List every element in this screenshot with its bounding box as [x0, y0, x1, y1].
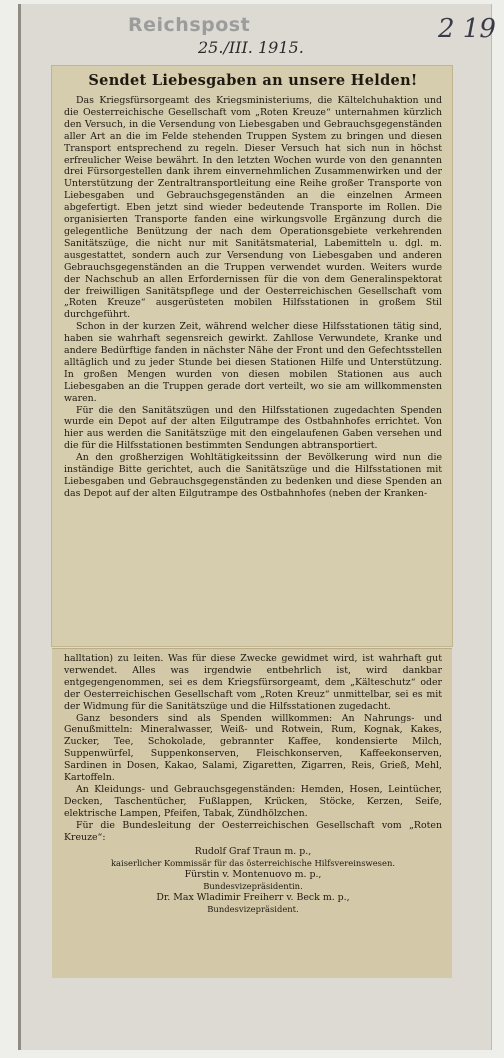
article-paragraph: Für die Bundesleitung der Oesterreichischen Gesellschaft vom „Roten Kreuze“:: [64, 819, 442, 843]
article-paragraph: Für die den Sanitätszügen und den Hilfsstationen zugedachten Spenden wurde ein Depot auf der alten Eilgutrampe des Ostbahnhofes errichtet. Von hier aus werden die Sanitätszüge mit den eingelaufenen Gaben versehen und die für die Hilfsstationen bestimmten Sendungen abtransportiert.: [64, 404, 442, 452]
article-paragraph: Das Kriegsfürsorgeamt des Kriegsministeriums, die Kältelchuhaktion und die Oesterreichische Gesellschaft vom „Roten Kreuze“ unternahmen kürzlich den Versuch, in die Versendung von Liebesgaben und Gebrauchsgegenständen aller Art an die im Felde stehenden Truppen System zu bringen und diesen Transport entsprechend zu regeln. Dieser Versuch hat sich nun in höchst erfreulicher Weise bewährt. In den letzten Wochen wurde von den genannten drei Fürsorgestellen dank ihrem einvernehmlichen Zusammenwirken und der Unterstützung der Zentraltransportleitung eine Reihe großer Transporte von Liebesgaben und Gebrauchsgegenständen an die einzelnen Armeen abgefertigt. Eben jetzt sind wieder bedeutende Transporte im Rollen. Die organisierten Transporte fanden eine wirkungsvolle Ergänzung durch die gelegentliche Benützung der nach dem Operationsgebiete verkehrenden Sanitätszüge, die nicht nur mit Sanitätsmaterial, Labemitteln u. dgl. m. ausgestattet, sondern auch zur Versendung von Liebesgaben und anderen Gebrauchsgegenständen an die Truppen verwendet wurden. Weiters wurde der Nachschub an allen Erfordernissen für die von dem Generalinspektorat der freiwilligen Sanitätspflege und der Oesterreichischen Gesellschaft vom „Roten Kreuze“ ausgerüsteten mobilen Hilfsstationen in großem Stil durchgeführt.: [64, 95, 442, 321]
signature-role: kaiserlicher Kommissär für das österreichische Hilfsvereinswesen.: [110, 857, 395, 868]
signature-role: Bundesvizepräsident.: [207, 903, 299, 914]
article-paragraph: Ganz besonders sind als Spenden willkommen: An Nahrungs- und Genußmitteln: Mineralwasser, Weiß- und Rotwein, Rum, Kognak, Kakes, Zucker, Tee, Schokolade, gebrannter Kaffee, kondensierte Milch, Suppenwürfel, Suppenkonserven, Fleischkonserven, Kaffeekonserven, Sardinen in Dosen, Kakao, Salami, Zigaretten, Zigarren, Reis, Grieß, Mehl, Kartoffeln.: [64, 712, 442, 784]
article-title: Sendet Liebesgaben an unsere Helden!: [88, 72, 418, 89]
signature-name: Rudolf Graf Traun m. p.,: [194, 845, 312, 857]
signature-name: Dr. Max Wladimir Freiherr v. Beck m. p.,: [156, 891, 350, 903]
article-paragraph: Schon in der kurzen Zeit, während welcher diese Hilfsstationen tätig sind, haben sie wahrhaft segensreich gewirkt. Zahllose Verwundete, Kranke und andere Bedürftige fanden in nächster Nähe der Front und den Gefechtsstellen alltäglich und zu jeder Stunde bei diesen Stationen Hilfe und Unterstützung. In großen Mengen wurden von diesen mobilen Stationen aus auch Liebesgaben an die Truppen gerade dort verteilt, wo sie am willkommensten waren.: [64, 321, 442, 404]
newspaper-stamp: Reichspost: [128, 14, 251, 36]
clipping-upper-part: [52, 66, 452, 646]
signature-name: Fürstin v. Montenuovo m. p.,: [184, 868, 322, 880]
signature-block: [64, 846, 442, 915]
article-paragraph: An Kleidungs- und Gebrauchsgegenständen: Hemden, Hosen, Leintücher, Decken, Taschentücher, Fußlappen, Krücken, Stöcke, Kerzen, Seife, elektrische Lampen, Pfeifen, Tabak, Zündhölzchen.: [64, 783, 442, 819]
signature-role: Bundesvizepräsidentin.: [203, 880, 303, 891]
clipping-lower-part: [52, 648, 452, 978]
article-paragraph: halltation) zu leiten. Was für diese Zwecke gewidmet wird, ist wahrhaft gut verwendet. Alles was irgendwie entbehrlich ist, wird dankbar entgegengenommen, sei es dem Kriegsfürsorgeamt, dem „Kälteschutz“ oder der Oesterreichischen Gesellschaft vom „Roten Kreuz“ unmittelbar, sei es mit der Widmung für die Sanitätszüge und die Hilfsstationen zugedacht.: [64, 653, 442, 712]
article-paragraph: An den großherzigen Wohltätigkeitssinn der Bevölkerung wird nun die inständige Bitte gerichtet, auch die Sanitätszüge und die Hilfsstationen mit Liebesgaben und Gebrauchsgegenständen zu bedenken und diese Spenden an das Depot auf der alten Eilgutrampe des Ostbahnhofes (neben der Kranken-: [64, 452, 442, 499]
sheet-number: 2 19: [438, 14, 496, 44]
handwritten-date: 25./III. 1915.: [198, 38, 304, 57]
newspaper-clipping: [52, 66, 452, 914]
